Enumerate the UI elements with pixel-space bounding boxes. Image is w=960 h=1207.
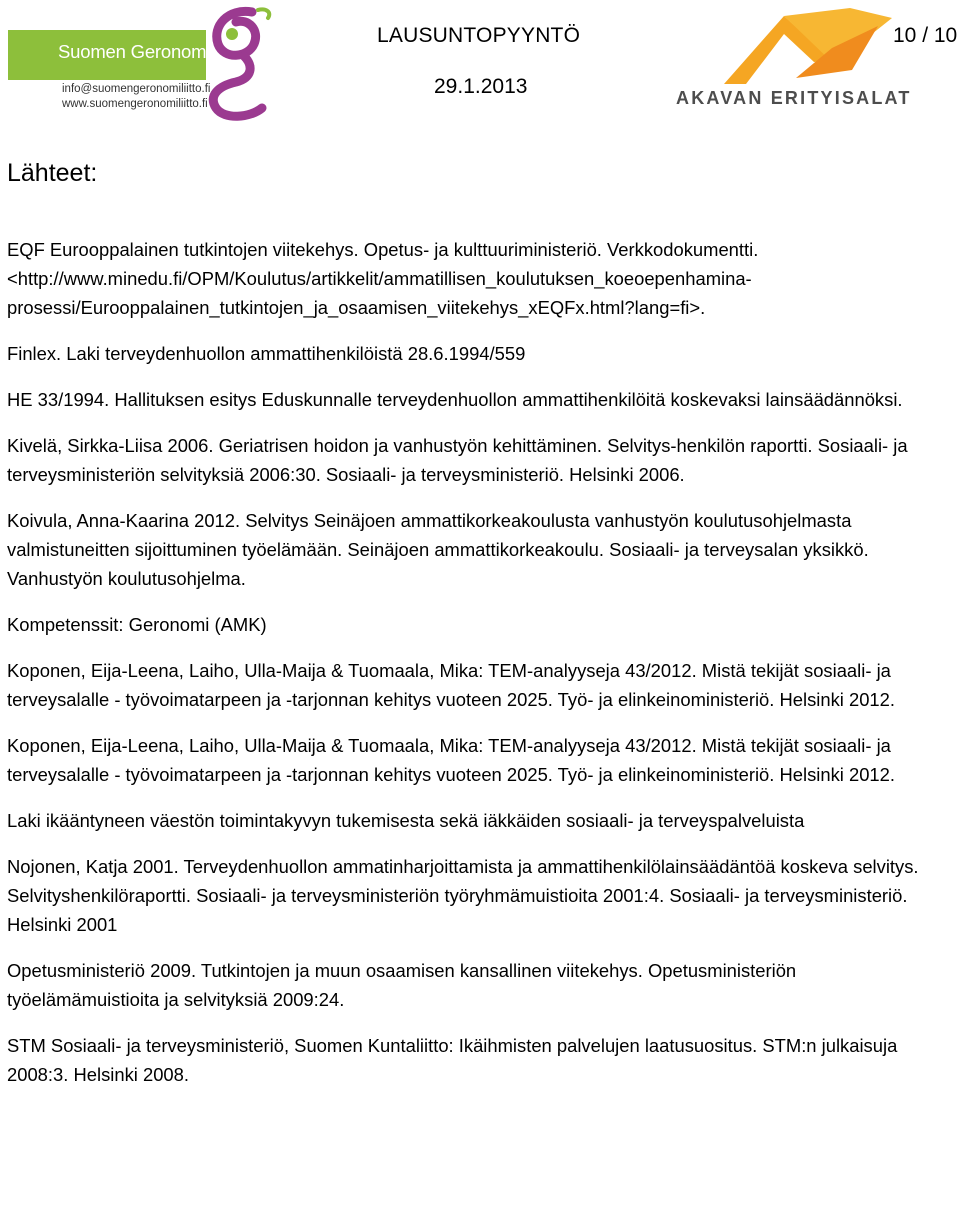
- org-logo-name: Suomen Geronomiliitto ry: [58, 41, 262, 62]
- reference-text: HE 33/1994. Hallituksen esitys Eduskunnalle terveydenhuollon ammattihenkilöitä koskevaksi lainsäädännöksi.: [7, 389, 903, 410]
- org-logo-website: www.suomengeronomiliitto.fi: [62, 98, 208, 110]
- reference-item: [7, 506, 953, 593]
- reference-text: Kivelä, Sirkka-Liisa 2006. Geriatrisen hoidon ja vanhustyön kehittäminen. Selvitys-henkilön raportti. Sosiaali- ja terveysministeriön selvityksiä 2006:30. Sosiaali- ja terveysministeriö. Helsinki 2006.: [7, 435, 908, 485]
- reference-item: [7, 385, 953, 414]
- reference-text: Finlex. Laki terveydenhuollon ammattihenkilöistä 28.6.1994/559: [7, 343, 526, 364]
- org-logo-email: info@suomengeronomiliitto.fi: [62, 83, 211, 95]
- reference-text: Kompetenssit: Geronomi (AMK): [7, 614, 267, 635]
- reference-item: [7, 610, 953, 639]
- reference-item: [7, 656, 953, 714]
- reference-text: Koponen, Eija-Leena, Laiho, Ulla-Maija & Tuomaala, Mika: TEM-analyyseja 43/2012. Mistä tekijät sosiaali- ja terveysalalle - työvoimatarpeen ja -tarjonnan kehitys vuoteen 2025. Työ- ja elinkeinoministeriö. Helsinki 2012.: [7, 735, 895, 785]
- reference-item: [7, 852, 953, 939]
- reference-text: Opetusministeriö 2009. Tutkintojen ja muun osaamisen kansallinen viitekehys. Opetusministeriön työelämämuistioita ja selvityksiä 2009:24.: [7, 960, 797, 1010]
- reference-text: STM Sosiaali- ja terveysministeriö, Suomen Kuntaliitto: Ikäihmisten palvelujen laatusuositus. STM:n julkaisuja 2008:3. Helsinki 2008.: [7, 1035, 898, 1085]
- page-number: 10 / 10: [893, 24, 958, 47]
- geronomi-g-icon: [188, 4, 280, 124]
- page-header: [0, 0, 960, 135]
- references-section: [7, 155, 953, 1089]
- reference-item: [7, 235, 953, 322]
- reference-text: Nojonen, Katja 2001. Terveydenhuollon ammatinharjoittamista ja ammattihenkilölainsäädäntöä koskeva selvitys. Selvityshenkilöraportti. Sosiaali- ja terveysministeriön työryhmämuistioita 2001:4. Sosiaali- ja terveysministeriö. Helsinki 2001: [7, 856, 919, 935]
- reference-text: Koponen, Eija-Leena, Laiho, Ulla-Maija & Tuomaala, Mika: TEM-analyyseja 43/2012. Mistä tekijät sosiaali- ja terveysalalle - työvoimatarpeen ja -tarjonnan kehitys vuoteen 2025. Työ- ja elinkeinoministeriö. Helsinki 2012.: [7, 660, 895, 710]
- reference-item: [7, 731, 953, 789]
- akava-emblem-icon: [664, 4, 954, 88]
- section-heading: Lähteet:: [7, 159, 98, 187]
- reference-text: Koivula, Anna-Kaarina 2012. Selvitys Seinäjoen ammattikorkeakoulusta vanhustyön koulutusohjelmasta valmistuneitten sijoittuminen työelämään. Seinäjoen ammattikorkeakoulu. Sosiaali- ja terveysalan yksikkö. Vanhustyön koulutusohjelma.: [7, 510, 869, 589]
- partner-logo-name: AKAVAN ERITYISALAT: [676, 88, 912, 108]
- document-date: 29.1.2013: [434, 75, 528, 98]
- reference-item: [7, 956, 953, 1014]
- document-title: LAUSUNTOPYYNTÖ: [377, 24, 581, 47]
- reference-item: [7, 806, 953, 835]
- suomen-geronomiliitto-logo: [8, 4, 280, 124]
- reference-item: [7, 431, 953, 489]
- reference-text: EQF Eurooppalainen tutkintojen viitekehys. Opetus- ja kulttuuriministeriö. Verkkodokumentti. <http://www.minedu.fi/OPM/Koulutus/artikkelit/ammatillisen_koulutuksen_koeoepenhamina-prosessi/Eurooppalainen_tutkintojen_ja_osaamisen_viitekehys_xEQFx.html?lang=fi>.: [7, 239, 759, 318]
- reference-text: Laki ikääntyneen väestön toimintakyvyn tukemisesta sekä iäkkäiden sosiaali- ja terveyspalveluista: [7, 810, 805, 831]
- reference-item: [7, 339, 953, 368]
- reference-item: [7, 1031, 953, 1089]
- akavan-erityisalat-logo: [664, 4, 954, 124]
